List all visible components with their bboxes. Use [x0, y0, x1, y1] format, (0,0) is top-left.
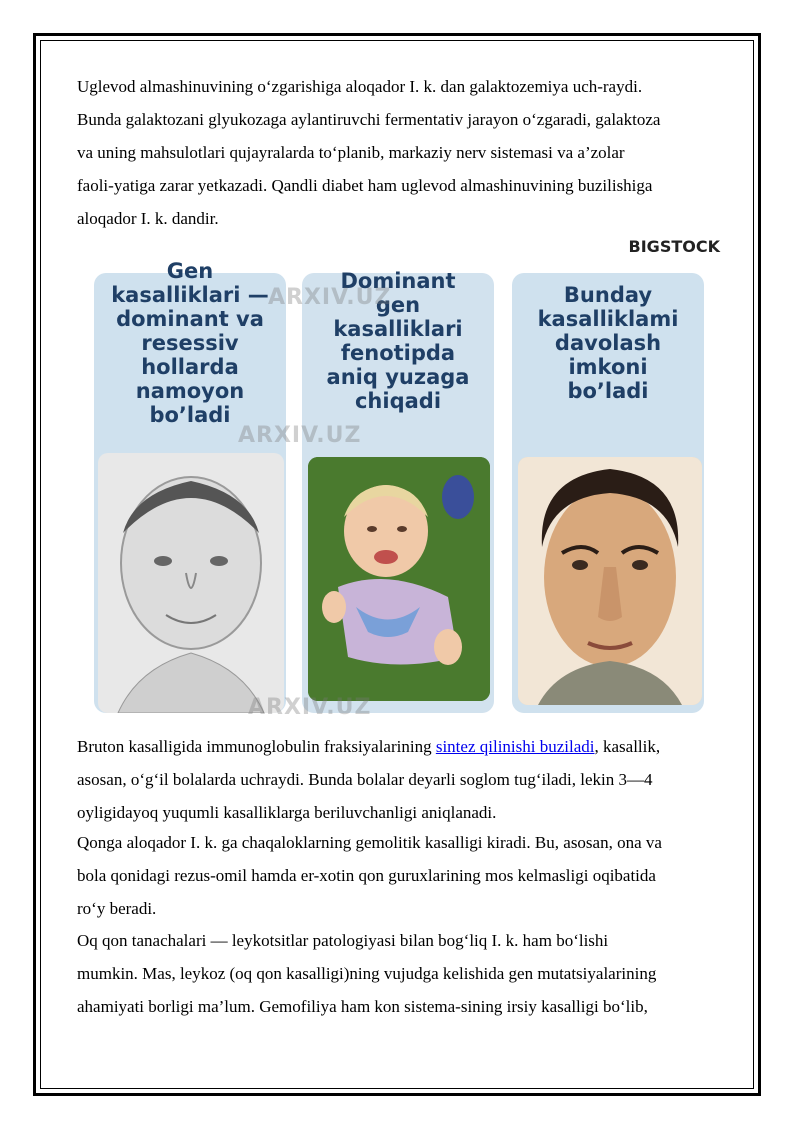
- paragraph-leykoz: [77, 924, 725, 1023]
- panel-title: Bunday kasalliklami davolash imkoni bo’ladi: [537, 283, 679, 403]
- text-run: , kasallik,: [594, 737, 661, 756]
- panel-treatment: [512, 273, 704, 713]
- text-line: oyligidayoq yuqumli kasalliklarga beriluvchanligi aniqlanadi.: [77, 803, 497, 822]
- text-line: Uglevod almashinuvining o‘zgarishiga aloqador I. k. dan galaktozemiya uch-raydi.: [77, 77, 643, 96]
- text-line: bola qonidagi rezus-omil hamda er-xotin qon guruxlarining mos kelmasligi oqibatida: [77, 866, 656, 885]
- paragraph-galaktozemiya: [77, 70, 725, 235]
- text-line: Oq qon tanachalari — leykotsitlar patologiyasi bilan bog‘liq I. k. ham bo‘lishi: [77, 931, 609, 950]
- text-line: ahamiyati borligi ma’lum. Gemofiliya ham kon sistema-sining irsiy kasalligi bo‘lib,: [77, 997, 648, 1016]
- child-photo-grass: [308, 457, 490, 701]
- bigstock-logo: BIGSTOCK: [628, 237, 720, 256]
- text-line: asosan, o‘g‘il bolalarda uchraydi. Bunda bolalar deyarli soglom tug‘iladi, lekin 3—4: [77, 770, 653, 789]
- panel-recessive: [94, 259, 286, 713]
- text-line: va uning mahsulotlari qujayralarda to‘planib, markaziy nerv sistemasi va a’zolar: [77, 143, 625, 162]
- text-line: Qonga aloqador I. k. ga chaqaloklarning gemolitik kasalligi kiradi. Bu, asosan, ona va: [77, 833, 662, 852]
- watermark: ARXIV.UZ: [268, 285, 392, 310]
- paragraph-gemolitik: [77, 826, 725, 925]
- sintez-link[interactable]: sintez qilinishi buziladi: [435, 737, 595, 756]
- text-line: ro‘y beradi.: [77, 899, 157, 918]
- child-photo-portrait: [518, 457, 702, 705]
- paragraph-bruton: [77, 730, 725, 829]
- panel-dominant: [302, 269, 494, 713]
- genetic-diseases-figure: [88, 233, 724, 722]
- panel-title: Gen kasalliklari — dominant va resessiv hollarda namoyon bo’ladi: [111, 259, 269, 427]
- text-run: Bruton kasalligida immunoglobulin fraksiyalarining: [77, 737, 436, 756]
- text-line: mumkin. Mas, leykoz (oq qon kasalligi)ning vujudga kelishida gen mutatsiyalarining: [77, 964, 657, 983]
- text-line: faoli-yatiga zarar yetkazadi. Qandli diabet ham uglevod almashinuvining buzilishiga: [77, 176, 653, 195]
- text-line: Bunda galaktozani glyukozaga aylantiruvchi fermentativ jarayon o‘zgaradi, galaktoza: [77, 110, 661, 129]
- watermark: ARXIV.UZ: [248, 695, 372, 720]
- panel-title: Dominant gen kasalliklari fenotipda aniq yuzaga chiqadi: [326, 269, 470, 413]
- text-line: aloqador I. k. dandir.: [77, 209, 219, 228]
- child-photo-sketch: [98, 453, 284, 713]
- watermark: ARXIV.UZ: [238, 423, 362, 448]
